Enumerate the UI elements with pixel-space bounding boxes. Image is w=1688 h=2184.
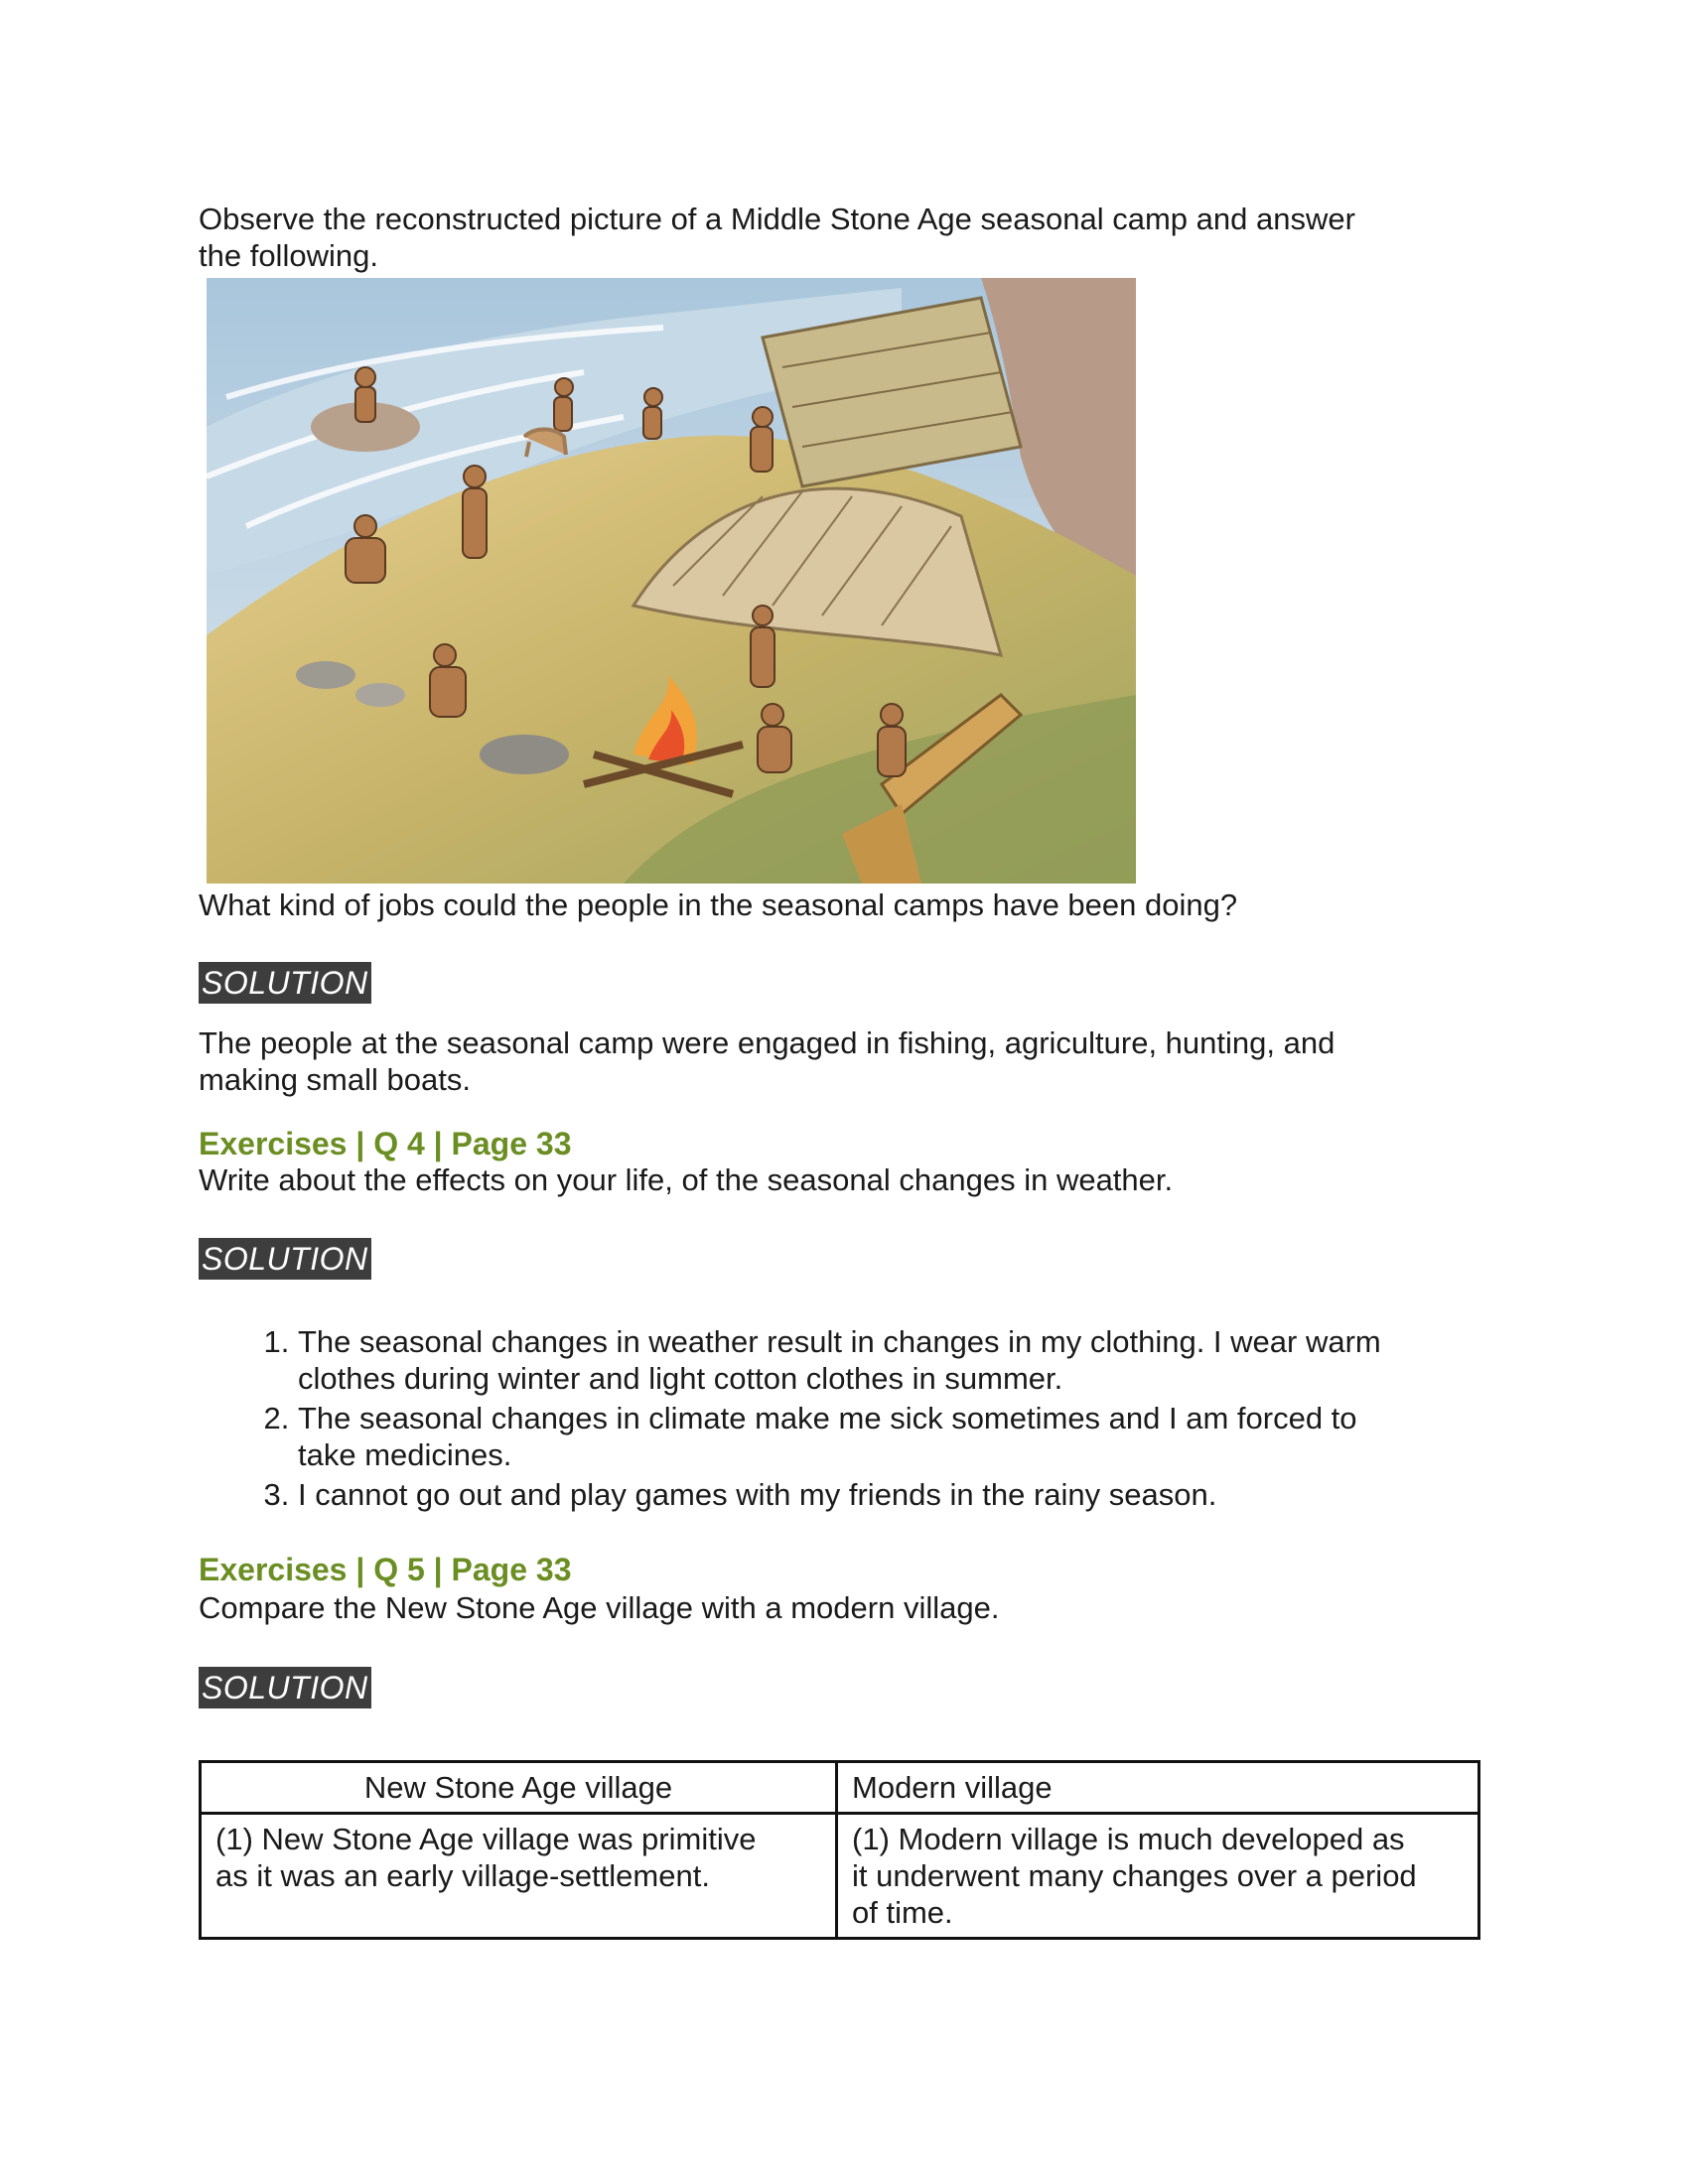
solution-label: SOLUTION	[199, 1238, 371, 1280]
question-jobs: What kind of jobs could the people in the seasonal camps have been doing?	[199, 887, 1238, 922]
table-row	[201, 1814, 1479, 1939]
list-item: 3. I cannot go out and play games with my friends in the rainy season.	[298, 1476, 1589, 1513]
list-item: 1. The seasonal changes in weather result in changes in my clothing. I wear warm clothes during winter and light cotton clothes in summer.	[298, 1323, 1589, 1397]
list-item: 2. The seasonal changes in climate make me sick sometimes and I am forced to take medicines.	[298, 1400, 1589, 1473]
seasonal-camp-illustration	[207, 278, 1136, 884]
table-header-cell: New Stone Age village	[201, 1762, 837, 1814]
answer-jobs: The people at the seasonal camp were engaged in fishing, agriculture, hunting, and making small boats.	[199, 1025, 1336, 1097]
question-q4: Write about the effects on your life, of the seasonal changes in weather.	[199, 1162, 1174, 1197]
exercise-heading-q4: Exercises | Q 4 | Page 33	[199, 1126, 572, 1161]
question-q5: Compare the New Stone Age village with a modern village.	[199, 1590, 1000, 1625]
table-cell: (1) New Stone Age village was primitive as it was an early village-settlement.	[201, 1814, 837, 1939]
exercise-heading-q5: Exercises | Q 5 | Page 33	[199, 1552, 572, 1587]
solution-label: SOLUTION	[199, 1667, 371, 1708]
solution-label: SOLUTION	[199, 962, 371, 1004]
comparison-table	[199, 1760, 1480, 1940]
intro-text: Observe the reconstructed picture of a Middle Stone Age seasonal camp and answer the following.	[199, 202, 1355, 273]
table-cell: (1) Modern village is much developed as it underwent many changes over a period of time.	[837, 1814, 1479, 1939]
table-header-row	[201, 1762, 1479, 1814]
table-header-cell: Modern village	[837, 1762, 1479, 1814]
answer-list-q4	[199, 1323, 1589, 1516]
